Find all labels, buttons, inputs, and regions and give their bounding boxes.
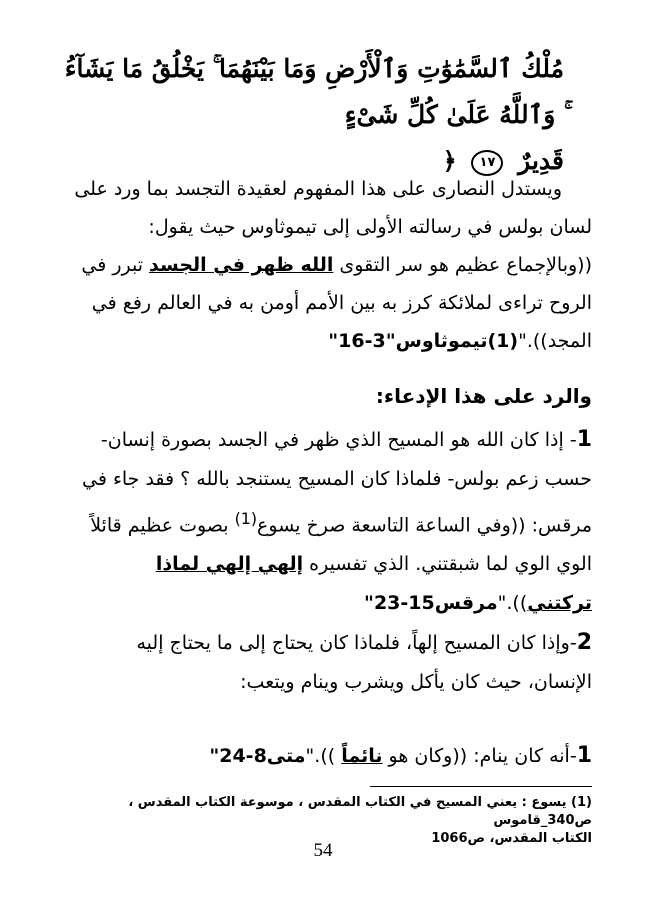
item-1-line-a: 1- إذا كان الله هو المسيح الذي ظهر في الجسد بصورة إنسان- [100,427,592,452]
bible-reference: متى8-24" [209,745,306,768]
item-1-line-c: مرقس: ((وفي الساعة التاسعة صرخ يسوع$^{(1)}$ بصوت عظيم قائلاً [90,509,592,537]
item-number: 1 [576,427,592,452]
paragraph-1-line-5: المجد))."(1)تيموثاوس"3-16" [328,330,592,352]
underlined-phrase: نائماً [341,745,383,768]
item-number: 2 [576,630,592,656]
footnote-marker: (1) [234,509,258,528]
footnote-divider [370,786,592,787]
item-1-line-d: الوي الوي لما شبقتني. الذي تفسيره إلهي إلهي لماذا [155,553,592,576]
paragraph-1-line-4: الروح تراءى لملائكة كرز به بين الأمم أومن به في العالم رفع في [91,292,592,314]
item-number: 1 [576,743,592,769]
item-2-line-b: الإنسان، حيث كان يأكل ويشرب وينام ويتعب: [240,671,592,694]
quran-verse [64,46,564,184]
ayah-number-mark: ١٧ [471,150,503,176]
paragraph-1 [52,170,592,360]
paragraph-1-line-1: ويستدل النصارى على هذا المفهوم لعقيدة التجسد بما ورد على [74,178,562,200]
bible-reference: (1)تيموثاوس"3-16" [328,330,519,352]
paragraph-1-line-2: لسان بولس في رسالته الأولى إلى تيموثاوس حيث يقول: [148,216,592,238]
page-number: 54 [313,840,333,861]
bible-reference: مرقس15-23" [364,592,498,615]
underlined-phrase: إلهي إلهي لماذا [155,553,304,576]
paragraph-1-line-3: ((وبالإجماع عظيم هو سر التقوى الله ظهر في الجسد تبرر في [81,254,592,276]
section-heading: والرد على هذا الإدعاء: [375,384,592,408]
footnote-line-2: الكتاب المقدس، ص1066 [431,831,592,846]
item-1-line-b: حسب زعم بولس- فلماذا كان المسيح يستنجد بالله ؟ فقد جاء في [81,468,592,490]
footnote-line-1: (1) يسوع : يعني المسيح في الكتاب المقدس ، موسوعة الكتاب المقدس ، ص340_قاموس [128,795,592,828]
sub-item-1: 1-أنه كان ينام: ((وكان هو نائماً ))."متى8-24" [209,743,592,769]
verse-line-2-text: قَدِيرٌ [518,146,564,175]
item-1-line-e: تركتني))."مرقس15-23" [364,592,592,615]
underlined-phrase: الله ظهر في الجسد [149,254,334,276]
underlined-phrase: تركتني [527,592,592,615]
verse-close-bracket: ﴿ [442,146,457,175]
item-2-line-a: 2-وإذا كان المسيح إلهاً، فلماذا كان يحتاج إلى ما يحتاج إليه [136,630,592,656]
rebuttal-list [52,420,592,776]
verse-line-1: مُلْكُ ٱلسَّمَٰوَٰتِ وَٱلْأَرْضِ وَمَا بَيْنَهُمَا ۚ يَخْلُقُ مَا يَشَآءُ ۚ وَٱللَّهُ عَلَىٰ كُلِّ شَىْءٍ [64,54,564,129]
